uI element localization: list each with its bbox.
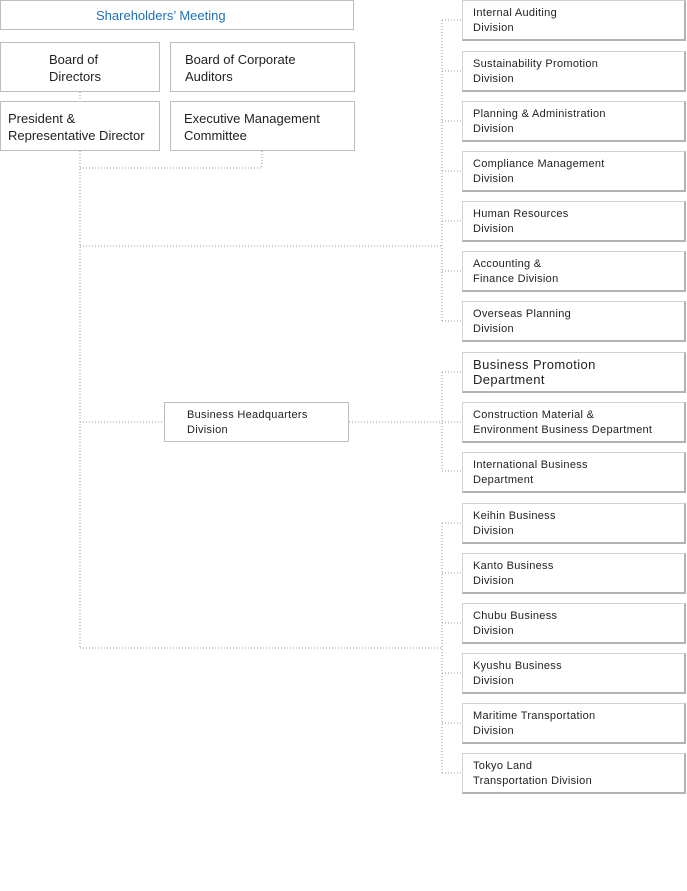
- division-label: Kanto Business Division: [473, 560, 554, 587]
- division-box: [462, 703, 686, 744]
- division-box: [462, 201, 686, 242]
- division-label: Tokyo Land Transportation Division: [473, 760, 592, 787]
- president-label: President & Representative Director: [8, 111, 145, 143]
- division-box: [462, 301, 686, 342]
- division-label: Keihin Business Division: [473, 510, 556, 537]
- business-hq-box: [164, 402, 349, 442]
- department-box: [462, 402, 686, 443]
- division-box: [462, 603, 686, 644]
- shareholders-meeting-box: [0, 0, 354, 30]
- division-label: Compliance Management Division: [473, 158, 605, 185]
- executive-committee-label: Executive Management Committee: [184, 111, 320, 143]
- board-of-directors-box: [0, 42, 160, 92]
- division-box: [462, 0, 686, 41]
- president-box: [0, 101, 160, 151]
- division-box: [462, 151, 686, 192]
- department-label: Construction Material & Environment Business Department: [473, 409, 653, 436]
- division-label: Planning & Administration Division: [473, 108, 606, 135]
- division-box: [462, 101, 686, 142]
- shareholders-meeting-label: Shareholders’ Meeting: [96, 8, 226, 23]
- board-of-auditors-box: [170, 42, 355, 92]
- division-box: [462, 653, 686, 694]
- division-box: [462, 251, 686, 292]
- division-box: [462, 503, 686, 544]
- division-label: Overseas Planning Division: [473, 308, 572, 335]
- department-box: [462, 352, 686, 393]
- division-box: [462, 753, 686, 794]
- division-label: Chubu Business Division: [473, 610, 558, 637]
- division-label: Accounting & Finance Division: [473, 258, 559, 285]
- division-label: Sustainability Promotion Division: [473, 58, 599, 85]
- division-label: Internal Auditing Division: [473, 7, 557, 34]
- division-label: Kyushu Business Division: [473, 660, 562, 687]
- executive-committee-box: [170, 101, 355, 151]
- department-label: Business Promotion Department: [473, 357, 596, 387]
- division-label: Maritime Transportation Division: [473, 710, 596, 737]
- department-label: International Business Department: [473, 459, 588, 486]
- business-hq-label: Business Headquarters Division: [187, 409, 308, 436]
- division-box: [462, 553, 686, 594]
- department-box: [462, 452, 686, 493]
- division-box: [462, 51, 686, 92]
- division-label: Human Resources Division: [473, 208, 569, 235]
- board-of-auditors-label: Board of Corporate Auditors: [185, 52, 296, 84]
- board-of-directors-label: Board of Directors: [49, 52, 102, 84]
